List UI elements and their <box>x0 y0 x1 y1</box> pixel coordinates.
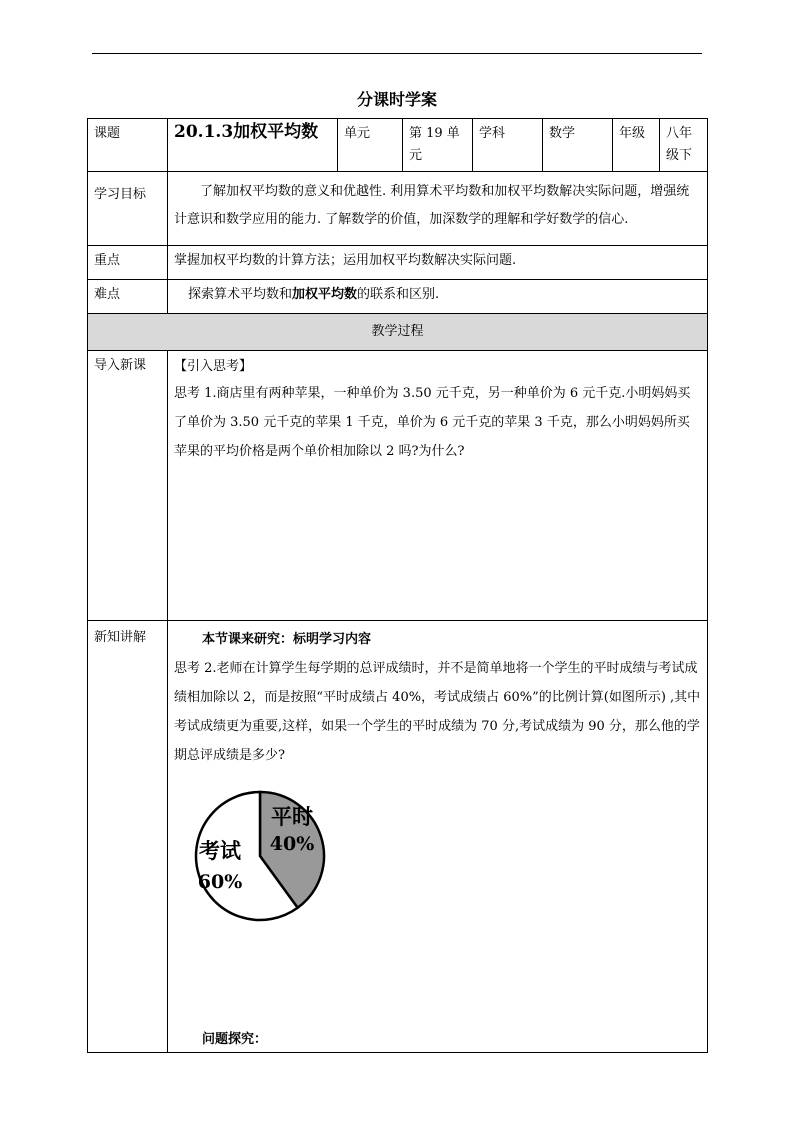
goals-label: 学习目标 <box>88 172 168 246</box>
pie-label-exam: 考试 <box>199 839 241 863</box>
pie-label-daily: 平时 <box>271 805 313 829</box>
grade-value: 八年级下 <box>660 119 708 172</box>
difficulty-row <box>88 280 708 314</box>
new-knowledge-label: 新知讲解 <box>88 621 168 1053</box>
topic-value: 20.1.3加权平均数 <box>168 119 338 172</box>
difficulty-label: 难点 <box>88 280 168 314</box>
process-header: 教学过程 <box>88 314 708 351</box>
goals-row <box>88 172 708 246</box>
new-knowledge-heading: 本节课来研究：标明学习内容 <box>202 632 372 647</box>
intro-label: 导入新课 <box>88 351 168 621</box>
intro-row <box>88 351 708 621</box>
header-row <box>88 119 708 172</box>
new-knowledge-content <box>168 621 708 1053</box>
process-header-row <box>88 314 708 351</box>
question-explore: 问题探究： <box>202 1032 268 1047</box>
new-knowledge-row <box>88 621 708 1053</box>
top-rule <box>92 53 702 54</box>
grade-label: 年级 <box>613 119 660 172</box>
intro-text: 思考 1.商店里有两种苹果，一种单价为 3.50 元千克，另一种单价为 6 元千克.小明妈妈买了单价为 3.50 元千克的苹果 1 千克，单价为 6 元千克的苹果 3 千克，那么小明妈妈所买苹果的平均价格是两个单价相加除以 2 吗?为什么? <box>174 386 691 459</box>
new-knowledge-text: 思考 2.老师在计算学生每学期的总评成绩时，并不是简单地将一个学生的平时成绩与考试成绩相加除以 2，而是按照“平时成绩占 40%，考试成绩占 60%”的比例计算(如图所示) ,其中考试成绩更为重要,这样，如果一个学生的平时成绩为 70 分,考试成绩为 90 分，那么他的学期总评成绩是多少? <box>174 661 701 763</box>
key-points-label: 重点 <box>88 246 168 280</box>
intro-content <box>168 351 708 621</box>
key-points-text: 掌握加权平均数的计算方法；运用加权平均数解决实际问题. <box>168 246 708 280</box>
pie-value-daily: 40% <box>269 833 315 855</box>
pie-value-exam: 60% <box>197 871 243 893</box>
subject-value: 数学 <box>543 119 613 172</box>
weight-pie-chart <box>192 786 332 926</box>
subject-label: 学科 <box>473 119 543 172</box>
lesson-table <box>87 118 708 1053</box>
unit-value: 第 19 单元 <box>403 119 473 172</box>
intro-heading: 【引入思考】 <box>174 359 253 374</box>
difficulty-bold: 加权平均数 <box>292 287 358 302</box>
document-title: 分课时学案 <box>356 90 437 109</box>
pie-svg <box>192 786 332 926</box>
difficulty-text: 探索算术平均数和加权平均数的联系和区别. <box>168 280 708 314</box>
key-points-row <box>88 246 708 280</box>
topic-label: 课题 <box>88 119 168 172</box>
goals-text: 了解加权平均数的意义和优越性. 利用算术平均数和加权平均数解决实际问题，增强统计意识和数学应用的能力. 了解数学的价值，加深数学的理解和学好数学的信心. <box>168 172 708 246</box>
unit-label: 单元 <box>338 119 403 172</box>
